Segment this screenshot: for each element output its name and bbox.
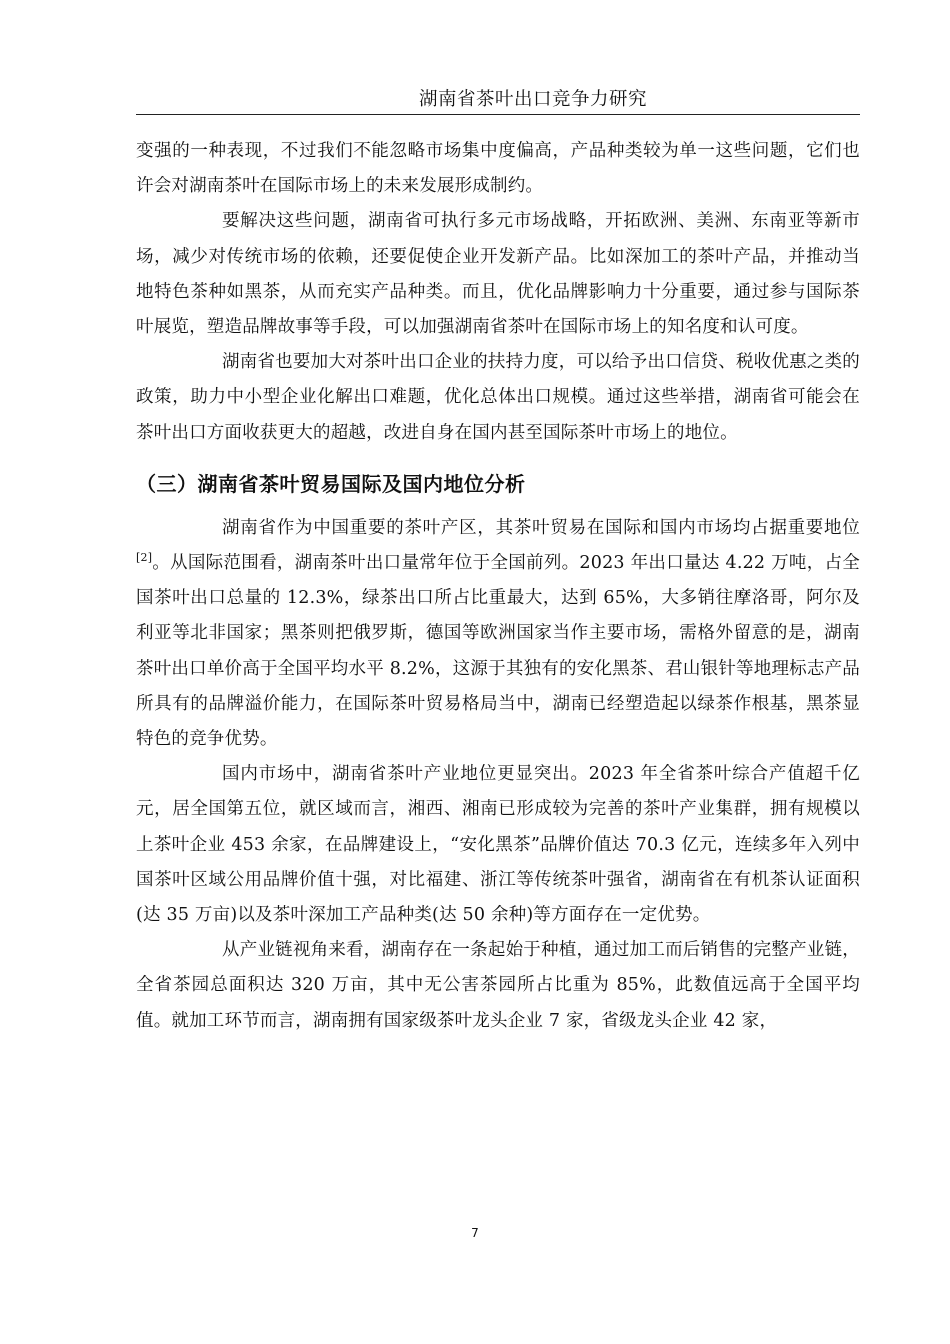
paragraph-international-position — [136, 511, 860, 757]
paragraph-continued: 变强的一种表现，不过我们不能忽略市场集中度偏高，产品种类较为单一这些问题，它们也许会对湖南茶叶在国际市场上的未来发展形成制约。 — [136, 141, 860, 197]
section-heading: （三）湖南省茶叶贸易国际及国内地位分析 — [136, 471, 526, 496]
running-title: 湖南省茶叶出口竞争力研究 — [418, 89, 647, 110]
paragraph-industry-chain: 从产业链视角来看，湖南存在一条起始于种植，通过加工而后销售的完整产业链，全省茶园总面积达 320 万亩，其中无公害茶园所占比重为 85%，此数值远高于全国平均值。就加工环节而言，湖南拥有国家级茶叶龙头企业 7 家，省级龙头企业 42 家， — [136, 940, 860, 1031]
paragraph-domestic-position: 国内市场中，湖南省茶叶产业地位更显突出。2023 年全省茶叶综合产值超千亿元，居全国第五位，就区域而言，湘西、湘南已形成较为完善的茶叶产业集群，拥有规模以上茶叶企业 453 余家，在品牌建设上，“安化黑茶”品牌价值达 70.3 亿元，连续多年入列中国茶叶区域公用品牌价值十强，对比福建、浙江等传统茶叶强省，湖南省在有机茶认证面积(达 35 万亩)以及茶叶深加工产品种类(达 50 余种)等方面存在一定优势。 — [136, 764, 860, 926]
paragraph-text: 湖南省作为中国重要的茶叶产区，其茶叶贸易在国际和国内市场均占据重要地位 — [222, 517, 860, 538]
paragraph-solutions: 要解决这些问题，湖南省可执行多元市场战略，开拓欧洲、美洲、东南亚等新市场，减少对传统市场的依赖，还要促使企业开发新产品。比如深加工的茶叶产品，并推动当地特色茶种如黑茶，从而充实产品种类。而且，优化品牌影响力十分重要，通过参与国际茶叶展览，塑造品牌故事等手段，可以加强湖南省茶叶在国际市场上的知名度和认可度。 — [136, 211, 860, 338]
paragraph-support-policy: 湖南省也要加大对茶叶出口企业的扶持力度，可以给予出口信贷、税收优惠之类的政策，助力中小型企业化解出口难题，优化总体出口规模。通过这些举措，湖南省可能会在茶叶出口方面收获更大的超越，改进自身在国内甚至国际茶叶市场上的地位。 — [136, 352, 860, 443]
page-header — [136, 88, 860, 115]
citation-marker[interactable]: [2] — [136, 551, 153, 565]
document-body — [136, 134, 860, 1039]
page-number: 7 — [471, 1226, 479, 1240]
paragraph-text: 。从国际范围看，湖南茶叶出口量常年位于全国前列。2023 年出口量达 4.22 万吨，占全国茶叶出口总量的 12.3%，绿茶出口所占比重最大，达到 65%，大多销往摩洛哥，阿尔及利亚等北非国家；黑茶则把俄罗斯，德国等欧洲国家当作主要市场，需格外留意的是，湖南茶叶出口单价高于全国平均水平 8.2%，这源于其独有的安化黑茶、君山银针等地理标志产品所具有的品牌溢价能力，在国际茶叶贸易格局当中，湖南已经塑造起以绿茶作根基，黑茶显特色的竞争优势。 — [136, 553, 860, 750]
